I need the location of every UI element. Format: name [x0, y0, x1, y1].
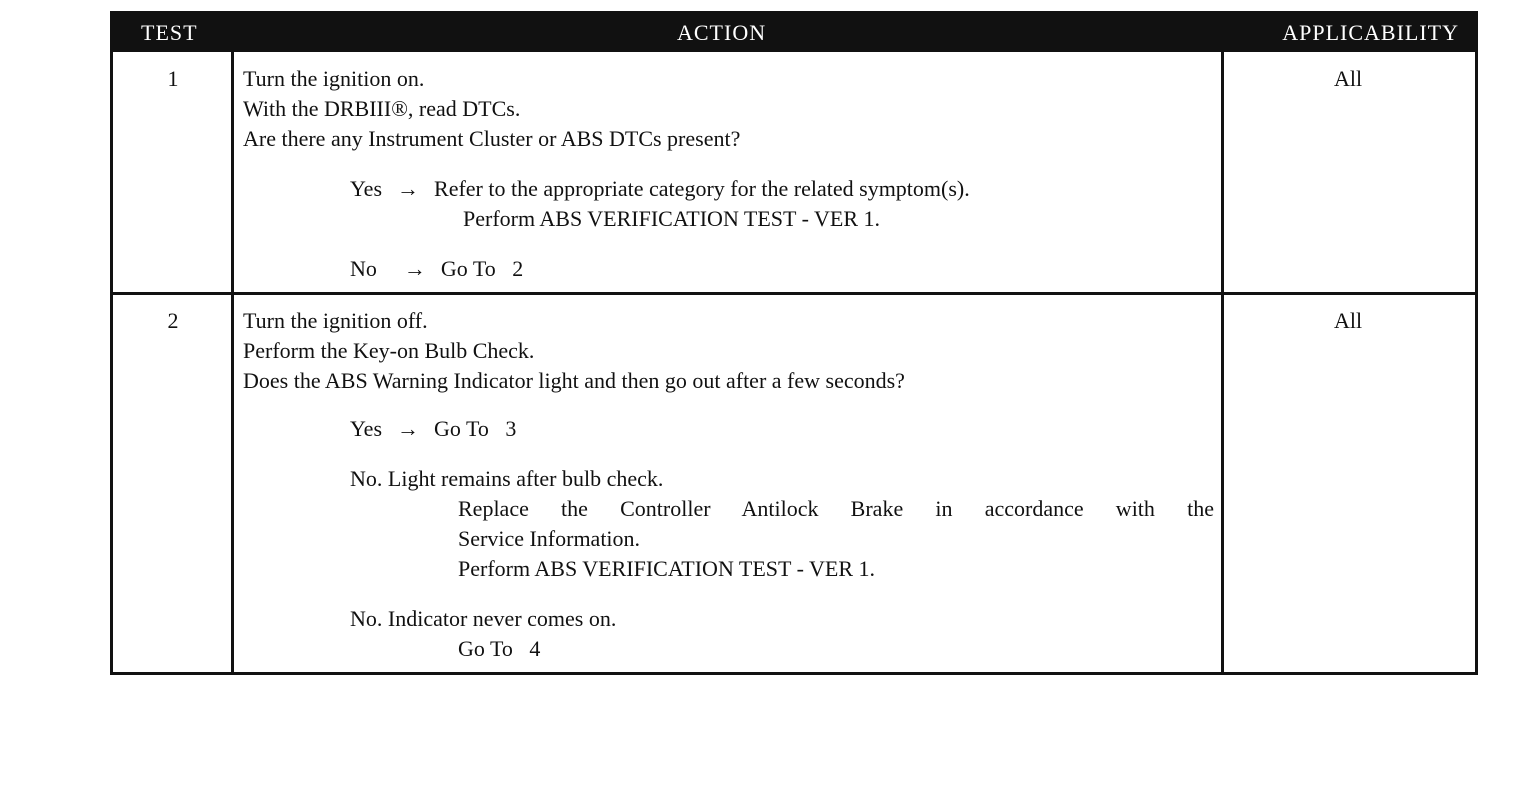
no-option-result-line: Service Information. [458, 526, 641, 551]
test-number: 2 [167, 308, 179, 333]
arrow-icon: → [397, 416, 420, 441]
action-line: Are there any Instrument Cluster or ABS DTCs present? [243, 126, 741, 151]
arrow-icon: → [397, 176, 420, 201]
action-text [243, 306, 1223, 396]
action-line: With the DRBIII®, read DTCs. [243, 96, 521, 121]
header-test: TEST [141, 20, 198, 45]
arrow-icon: → [403, 256, 426, 281]
table-header [113, 14, 1475, 52]
action-line: Turn the ignition off. [243, 308, 428, 333]
no-option-light-remains: No. Light remains after bulb check. [350, 466, 664, 491]
yes-result: Refer to the appropriate category for the related symptom(s). [434, 176, 970, 201]
test-number: 1 [167, 66, 179, 91]
no-label: No [350, 256, 377, 281]
yes-label: Yes [350, 176, 383, 201]
yes-label: Yes [350, 416, 383, 441]
yes-option [350, 174, 970, 204]
no-option-indicator-never: No. Indicator never comes on. [350, 606, 617, 631]
yes-result: Go To 3 [434, 416, 517, 441]
action-text [243, 64, 1223, 154]
action-line: Turn the ignition on. [243, 66, 425, 91]
no-option-result-line: Go To 4 [458, 636, 541, 661]
no-result: Go To 2 [440, 256, 524, 281]
header-action: ACTION [677, 20, 767, 45]
header-applicability: APPLICABILITY [1282, 20, 1459, 45]
action-line: Does the ABS Warning Indicator light and then go out after a few seconds? [243, 368, 905, 393]
action-line: Perform the Key-on Bulb Check. [243, 338, 535, 363]
no-option-result-line: Replace the Controller Antilock Brake in accordance with the [458, 496, 1214, 521]
no-option [350, 254, 523, 284]
diagnostic-table [110, 11, 1478, 675]
row-divider [113, 292, 1475, 295]
no-option-result-line: Perform ABS VERIFICATION TEST - VER 1. [458, 556, 876, 581]
yes-result-2: Perform ABS VERIFICATION TEST - VER 1. [463, 206, 881, 231]
applicability-value: All [1333, 308, 1363, 333]
yes-option [350, 414, 516, 444]
applicability-value: All [1333, 66, 1363, 91]
column-divider-test [231, 52, 234, 672]
